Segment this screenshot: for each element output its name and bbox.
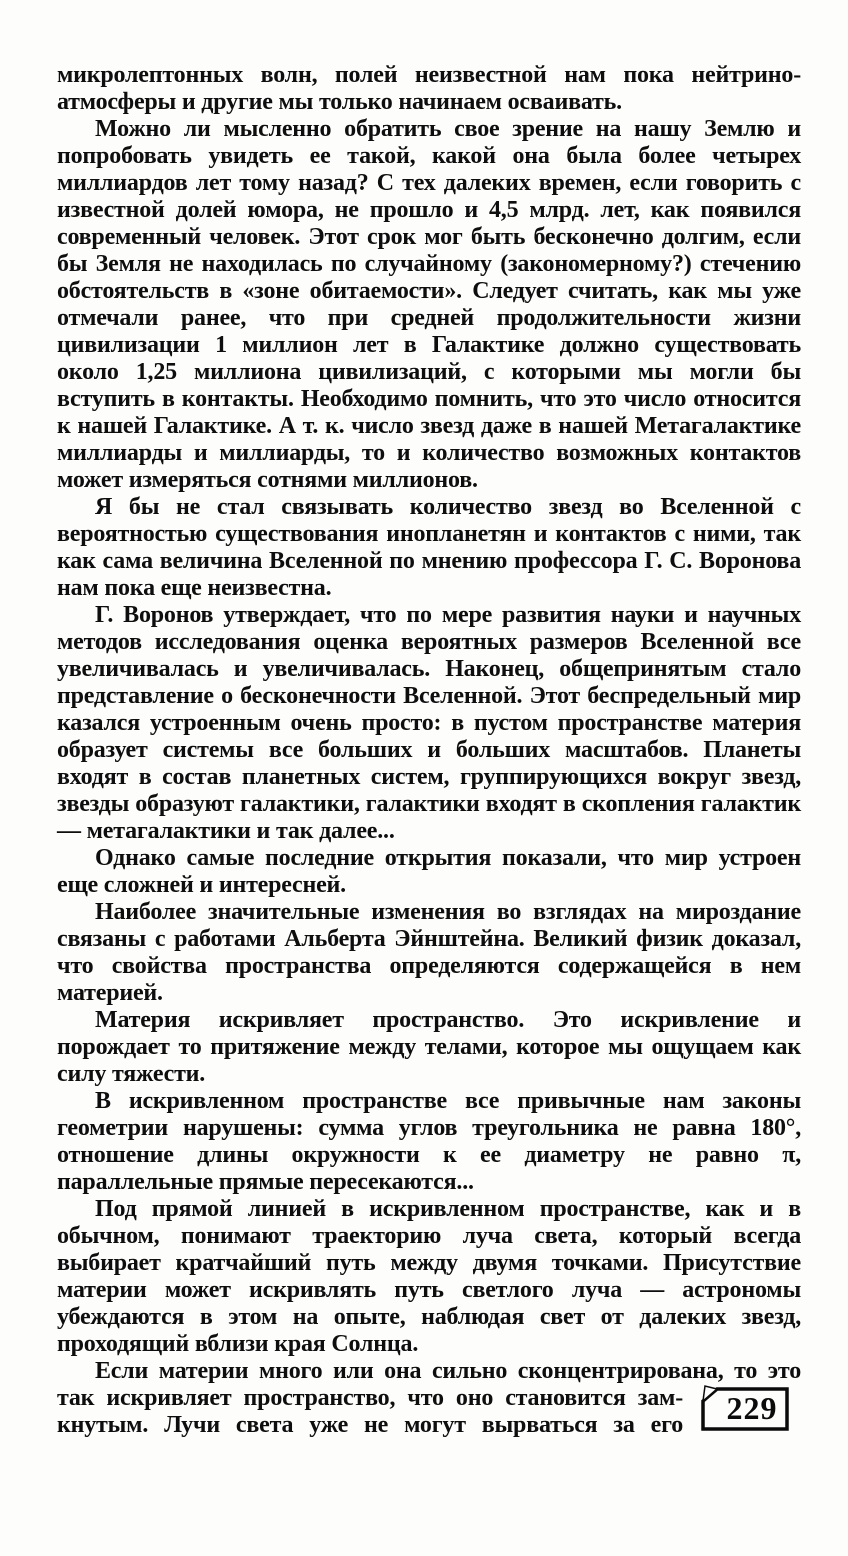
- paragraph: Можно ли мысленно обратить свое зрение на нашу Землю и попробовать увидеть ее такой, какой она была более четырех миллиардов лет тому назад? С тех далеких времен, если говорить с известной долей юмора, не прошло и 4,5 млрд. лет, как появился современный человек. Этот срок мог быть бесконечно долгим, если бы Земля не находилась по случайному (закономерному?) стечению обстоятельств в «зоне обитаемости». Следует считать, как мы уже отмечали ранее, что при средней продолжительности жизни цивилизации 1 миллион лет в Галактике должно существовать около 1,25 миллиона цивилизаций, с которыми мы могли бы вступить в контакты. Необходимо помнить, что это число относится к нашей Галактике. А т. к. число звезд даже в нашей Метагалактике миллиарды и миллиарды, то и количество возможных контактов может измеряться сотнями миллионов.: [57, 116, 801, 493]
- paragraph: Я бы не стал связывать количество звезд во Вселенной с вероятностью существования инопланетян и контактов с ними, так как сама величина Вселенной по мнению профессора Г. С. Воронова нам пока еще неизвестна.: [57, 494, 801, 601]
- last-paragraph-first-line: Если материи много или она сильно сконцентрирована, то это: [95, 1358, 801, 1384]
- paragraph: Материя искривляет пространство. Это искривление и порождает то притяжение между телами, которое мы ощущаем как силу тяжести.: [57, 1007, 801, 1087]
- paragraph: Под прямой линией в искривленном пространстве, как и в обычном, понимают траекторию луча света, который всегда выбирает кратчайший путь между двумя точками. Присутствие материи может искривлять путь светлого луча — астрономы убеждаются в этом на опыте, наблюдая свет от далеких звезд, проходящий вблизи края Солнца.: [57, 1196, 801, 1357]
- paragraph: Однако самые последние открытия показали, что мир устроен еще сложней и интересней.: [57, 845, 801, 898]
- paragraph: микролептонных волн, полей неизвестной нам пока нейтрино-атмосферы и другие мы только начинаем осваивать.: [57, 62, 801, 115]
- paragraph: В искривленном пространстве все привычные нам законы геометрии нарушены: сумма углов треугольника не равна 180°, отношение длины окружности к ее диаметру не равно π, параллельные прямые пересекаются...: [57, 1088, 801, 1195]
- text-block: [57, 62, 801, 1439]
- page-number: 229: [726, 1390, 778, 1426]
- last-paragraph-wrapped-line-2: кнутым. Лучи света уже не могут вырваться за его: [57, 1412, 683, 1438]
- last-paragraph-wrapped-line-1: так искривляет пространство, что оно становится зам-: [57, 1385, 683, 1411]
- paragraph: Наиболее значительные изменения во взглядах на мироздание связаны с работами Альберта Эйнштейна. Великий физик доказал, что свойства пространства определяются содержащейся в нем материей.: [57, 899, 801, 1006]
- paragraph: Г. Воронов утверждает, что по мере развития науки и научных методов исследования оценка вероятных размеров Вселенной все увеличивалась и увеличивалась. Наконец, общепринятым стало представление о бесконечности Вселенной. Этот беспредельный мир казался устроенным очень просто: в пустом пространстве материя образует системы все больших и больших масштабов. Планеты входят в состав планетных систем, группирующихся вокруг звезд, звезды образуют галактики, галактики входят в скопления галактик — метагалактики и так далее...: [57, 602, 801, 844]
- page-number-box: [698, 1384, 792, 1434]
